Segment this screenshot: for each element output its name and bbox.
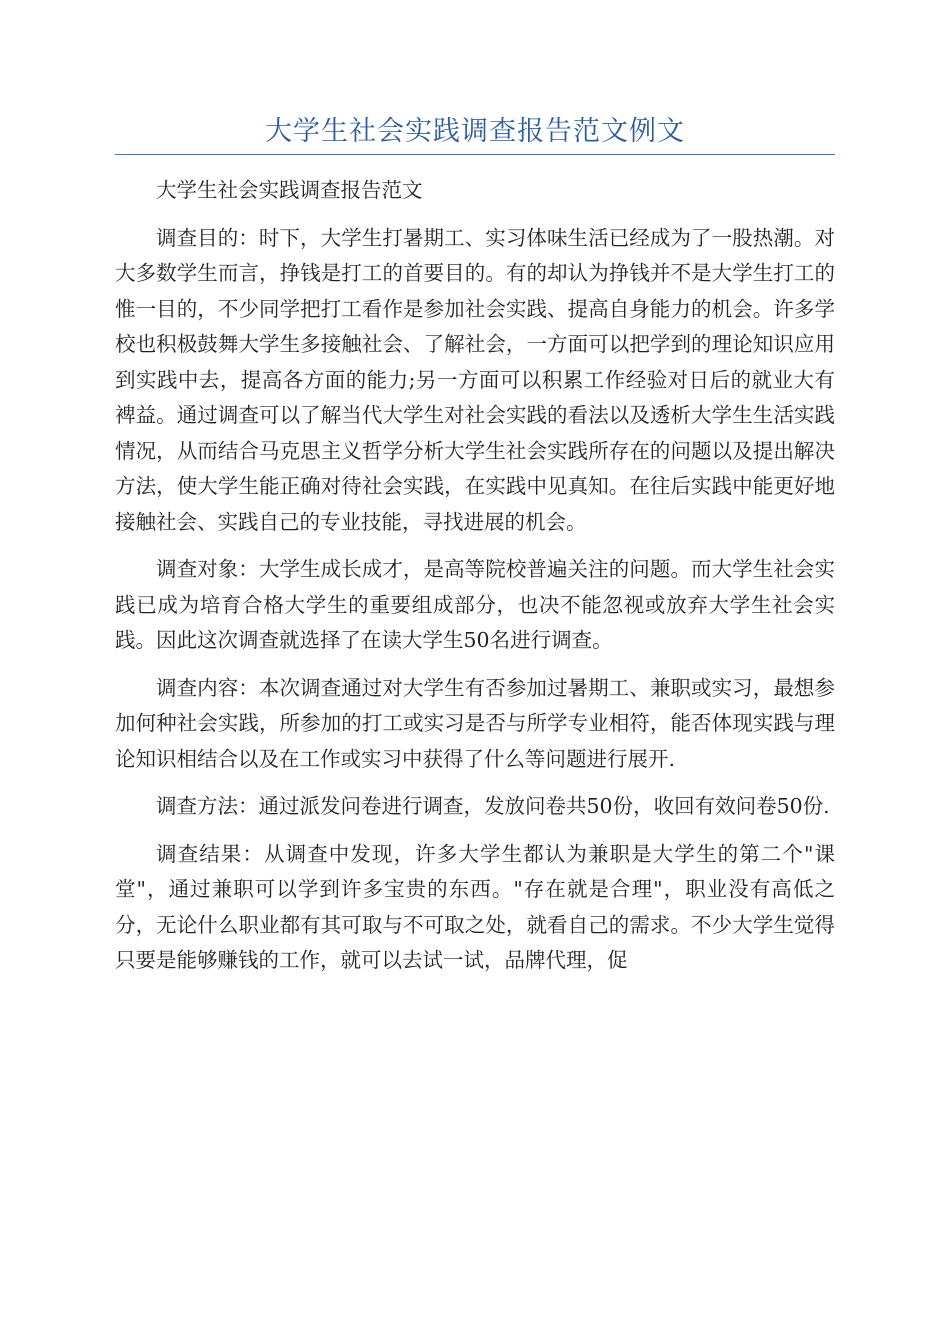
title-underline: [115, 154, 835, 155]
paragraph-purpose: 调查目的：时下，大学生打暑期工、实习体味生活已经成为了一股热潮。对大多数学生而言，挣钱是打工的首要目的。有的却认为挣钱并不是大学生打工的惟一目的，不少同学把打工看作是参加社会实践、提高自身能力的机会。许多学校也积极鼓舞大学生多接触社会、了解社会，一方面可以把学到的理论知识应用到实践中去，提高各方面的能力;另一方面可以积累工作经验对日后的就业大有裨益。通过调查可以了解当代大学生对社会实践的看法以及透析大学生生活实践情况，从而结合马克思主义哲学分析大学生社会实践所存在的问题以及提出解决方法，使大学生能正确对待社会实践，在实践中见真知。在往后实践中能更好地接触社会、实践自己的专业技能，寻找进展的机会。: [115, 225, 835, 534]
paragraph-content: 调查内容：本次调查通过对大学生有否参加过暑期工、兼职或实习，最想参加何种社会实践，所参加的打工或实习是否与所学专业相符，能否体现实践与理论知识相结合以及在工作或实习中获得了什么等问题进行展开.: [115, 675, 835, 771]
document-body: [115, 173, 835, 979]
paragraph-subjects: 调查对象：大学生成长成才，是高等院校普遍关注的问题。而大学生社会实践已成为培育合格大学生的重要组成部分，也决不能忽视或放弃大学生社会实践。因此这次调查就选择了在读大学生50名进行调查。: [115, 557, 835, 652]
paragraph-results: 调查结果：从调查中发现，许多大学生都认为兼职是大学生的第二个"课堂"，通过兼职可以学到许多宝贵的东西。"存在就是合理"，职业没有高低之分，无论什么职业都有其可取与不可取之处，就看自己的需求。不少大学生觉得只要是能够赚钱的工作，就可以去试一试，品牌代理，促: [115, 841, 835, 972]
paragraph-method: 调查方法：通过派发问卷进行调查，发放问卷共50份，收回有效问卷50份.: [156, 794, 830, 818]
subtitle-paragraph: 大学生社会实践调查报告范文: [156, 178, 423, 202]
document-title: 大学生社会实践调查报告范文例文: [265, 116, 685, 147]
